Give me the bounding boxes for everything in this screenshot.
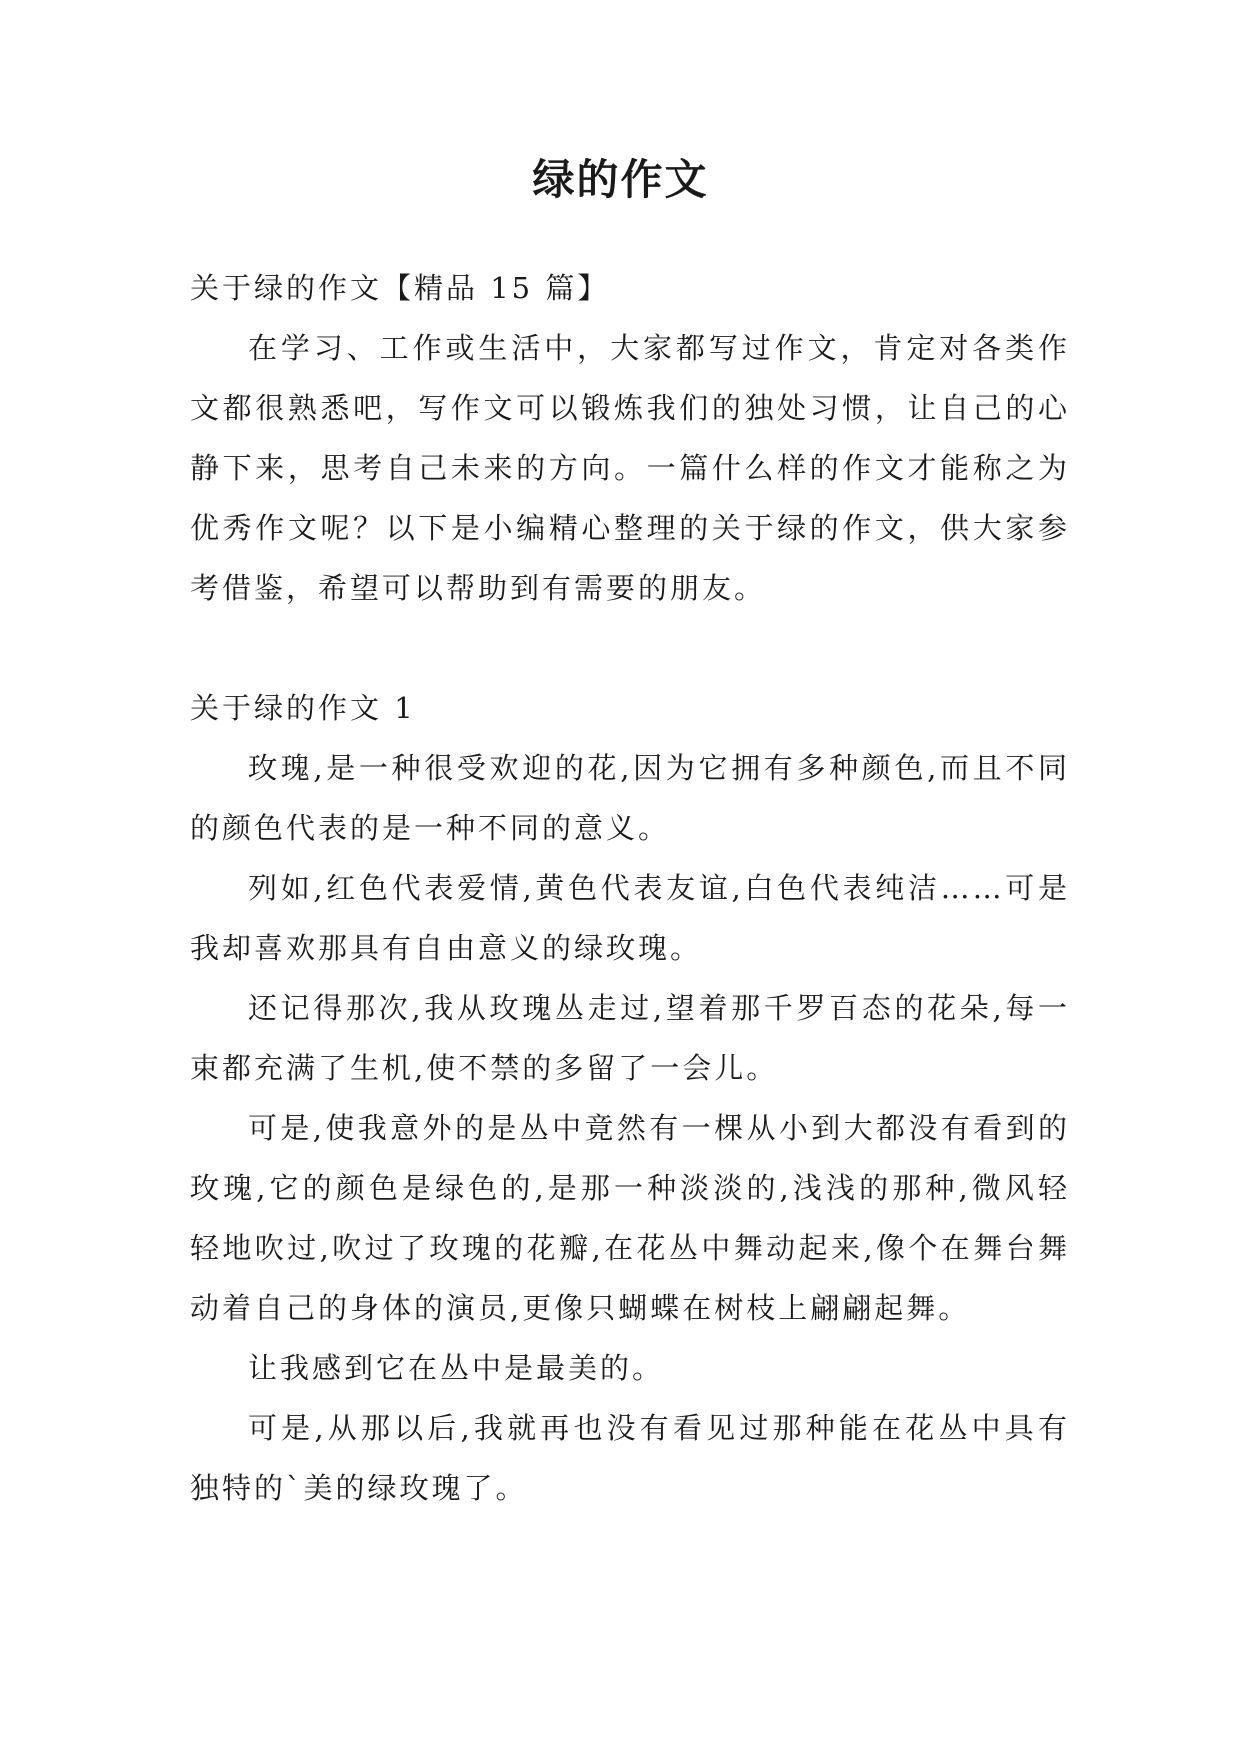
body-paragraph: 还记得那次,我从玫瑰丛走过,望着那千罗百态的花朵,每一束都充满了生机,使不禁的多留了一会儿。 (190, 991, 1070, 1085)
body-paragraph: 可是,从那以后,我就再也没有看见过那种能在花丛中具有独特的`美的绿玫瑰了。 (190, 1411, 1070, 1505)
body-paragraph: 让我感到它在丛中是最美的。 (248, 1351, 665, 1385)
body-paragraph: 列如,红色代表爱情,黄色代表友谊,白色代表纯洁……可是我却喜欢那具有自由意义的绿玫瑰。 (190, 871, 1070, 965)
section-heading: 关于绿的作文 1 (190, 691, 416, 725)
intro-paragraph: 在学习、工作或生活中，大家都写过作文，肯定对各类作文都很熟悉吧，写作文可以锻炼我们的独处习惯，让自己的心静下来，思考自己未来的方向。一篇什么样的作文才能称之为优秀作文呢？以下是小编精心整理的关于绿的作文，供大家参考借鉴，希望可以帮助到有需要的朋友。 (190, 331, 1070, 605)
body-paragraph: 玫瑰,是一种很受欢迎的花,因为它拥有多种颜色,而且不同的颜色代表的是一种不同的意义。 (190, 751, 1070, 845)
document-subtitle: 关于绿的作文【精品 15 篇】 (190, 271, 610, 305)
document-body (190, 258, 1070, 1518)
document-title: 绿的作文 (532, 155, 709, 204)
body-paragraph: 可是,使我意外的是丛中竟然有一棵从小到大都没有看到的玫瑰,它的颜色是绿色的,是那一种淡淡的,浅浅的那种,微风轻轻地吹过,吹过了玫瑰的花瓣,在花丛中舞动起来,像个在舞台舞动着自己的身体的演员,更像只蝴蝶在树枝上翩翩起舞。 (190, 1111, 1070, 1325)
section-spacer (190, 618, 1070, 678)
